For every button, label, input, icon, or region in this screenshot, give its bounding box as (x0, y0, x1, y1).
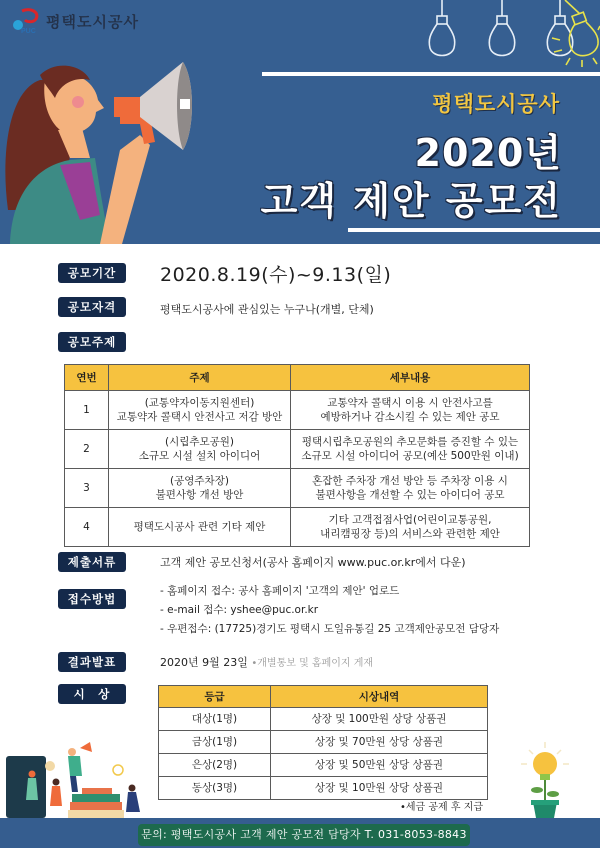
divider-line (262, 72, 600, 76)
table-row (65, 391, 530, 430)
table-row (65, 469, 530, 508)
prize-note: •세금 공제 후 지급 (400, 802, 484, 813)
eligibility-value: 평택도시공사에 관심있는 누구나(개별, 단체) (160, 303, 374, 316)
footer (0, 818, 600, 848)
cell-topic-line: 평택도시공사 관련 기타 제안 (133, 521, 266, 533)
hero-banner (0, 0, 600, 244)
table-row (159, 777, 488, 800)
cell-grade: 은상(2명) (159, 754, 271, 777)
hero-title: 고객 제안 공모전 (260, 179, 562, 223)
cell-detail (291, 391, 530, 430)
cell-topic-line: 소규모 시설 설치 아이디어 (138, 450, 261, 462)
people-books-illustration-icon (0, 730, 160, 820)
cell-topic-line: 교통약자 콜택시 안전사고 저감 방안 (116, 411, 283, 423)
cell-detail (291, 469, 530, 508)
col-header-topic: 주제 (109, 365, 291, 391)
cell-topic-line: 불편사항 개선 방안 (155, 489, 244, 501)
cell-detail-line: 평택시립추모공원의 추모문화를 증진할 수 있는 (301, 436, 519, 448)
label-method: 접수방법 (58, 589, 126, 609)
label-eligibility: 공모자격 (58, 297, 126, 317)
cell-prize: 상장 및 50만원 상당 상품권 (271, 754, 488, 777)
puc-logo-icon (12, 8, 42, 34)
cell-detail-line: 내리캠핑장 등)의 서비스와 관련한 제안 (320, 528, 500, 540)
cell-topic-line: (교통약자이동지원센터) (144, 397, 255, 409)
table-row (65, 430, 530, 469)
result-date: 2020년 9월 23일 (160, 656, 248, 669)
cell-topic-line: (시립추모공원) (164, 436, 235, 448)
col-header-detail: 세부내용 (291, 365, 530, 391)
cell-prize: 상장 및 10만원 상당 상품권 (271, 777, 488, 800)
list-item: - 홈페이지 접수: 공사 홈페이지 '고객의 제안' 업로드 (160, 585, 400, 597)
cell-detail-line: 불편사항을 개선할 수 있는 아이디어 공모 (315, 489, 505, 501)
topic-table (64, 364, 530, 547)
cell-detail (291, 508, 530, 547)
cell-detail-line: 혼잡한 주차장 개선 방안 등 주차장 이용 시 (312, 475, 508, 487)
result-value (160, 654, 373, 670)
cell-topic (109, 508, 291, 547)
cell-detail-line: 예방하거나 감소시킬 수 있는 제안 공모 (320, 411, 500, 423)
cell-grade: 동상(3명) (159, 777, 271, 800)
documents-value: 고객 제안 공모신청서(공사 홈페이지 www.puc.or.kr에서 다운) (160, 556, 466, 569)
cell-topic-line: (공영주차장) (170, 475, 229, 487)
period-value: 2020.8.19(수)~9.13(일) (160, 264, 392, 286)
method-list (160, 582, 499, 639)
table-row (159, 731, 488, 754)
list-item: - e-mail 접수: yshee@puc.or.kr (160, 604, 319, 616)
table-row (159, 754, 488, 777)
cell-topic (109, 469, 291, 508)
table-row (159, 708, 488, 731)
cell-no: 2 (65, 430, 109, 469)
label-period: 공모기간 (58, 263, 126, 283)
cell-prize: 상장 및 100만원 상당 상품권 (271, 708, 488, 731)
cell-detail-line: 기타 고객접점사업(어린이교통공원, (328, 514, 492, 526)
bulb-plant-icon (515, 740, 575, 820)
cell-topic (109, 430, 291, 469)
cell-no: 1 (65, 391, 109, 430)
col-header-prize: 시상내역 (271, 686, 488, 708)
cell-topic (109, 391, 291, 430)
cell-detail-line: 교통약자 콜택시 이용 시 안전사고를 (327, 397, 493, 409)
prize-table (158, 685, 488, 800)
cell-no: 3 (65, 469, 109, 508)
cell-prize: 상장 및 70만원 상당 상품권 (271, 731, 488, 754)
col-header-no: 연번 (65, 365, 109, 391)
svg-text:PUC: PUC (21, 28, 36, 34)
label-award: 시 상 (58, 684, 126, 704)
label-topics: 공모주제 (58, 332, 126, 352)
label-documents: 제출서류 (58, 552, 126, 572)
logo (12, 8, 139, 34)
megaphone-icon (0, 40, 230, 244)
cell-detail-line: 소규모 시설 아이디어 공모(예산 500만원 이내) (301, 450, 519, 462)
contact-info: 문의: 평택도시공사 고객 제안 공모전 담당자 T. 031-8053-8843 (138, 824, 470, 846)
table-header-row (159, 686, 488, 708)
label-result: 결과발표 (58, 652, 126, 672)
cell-grade: 대상(1명) (159, 708, 271, 731)
cell-no: 4 (65, 508, 109, 547)
table-row (65, 508, 530, 547)
col-header-grade: 등급 (159, 686, 271, 708)
result-note: •개별통보 및 홈페이지 게재 (251, 658, 374, 669)
hero-org-name: 평택도시공사 (432, 92, 560, 116)
logo-text: 평택도시공사 (46, 12, 139, 31)
light-bulb-icon (400, 0, 600, 68)
divider-line (348, 228, 600, 232)
list-item: - 우편접수: (17725)경기도 평택시 도일유통길 25 고객제안공모전 담당자 (160, 623, 500, 635)
hero-year: 2020년 (414, 131, 562, 175)
cell-detail (291, 430, 530, 469)
table-header-row (65, 365, 530, 391)
cell-grade: 금상(1명) (159, 731, 271, 754)
